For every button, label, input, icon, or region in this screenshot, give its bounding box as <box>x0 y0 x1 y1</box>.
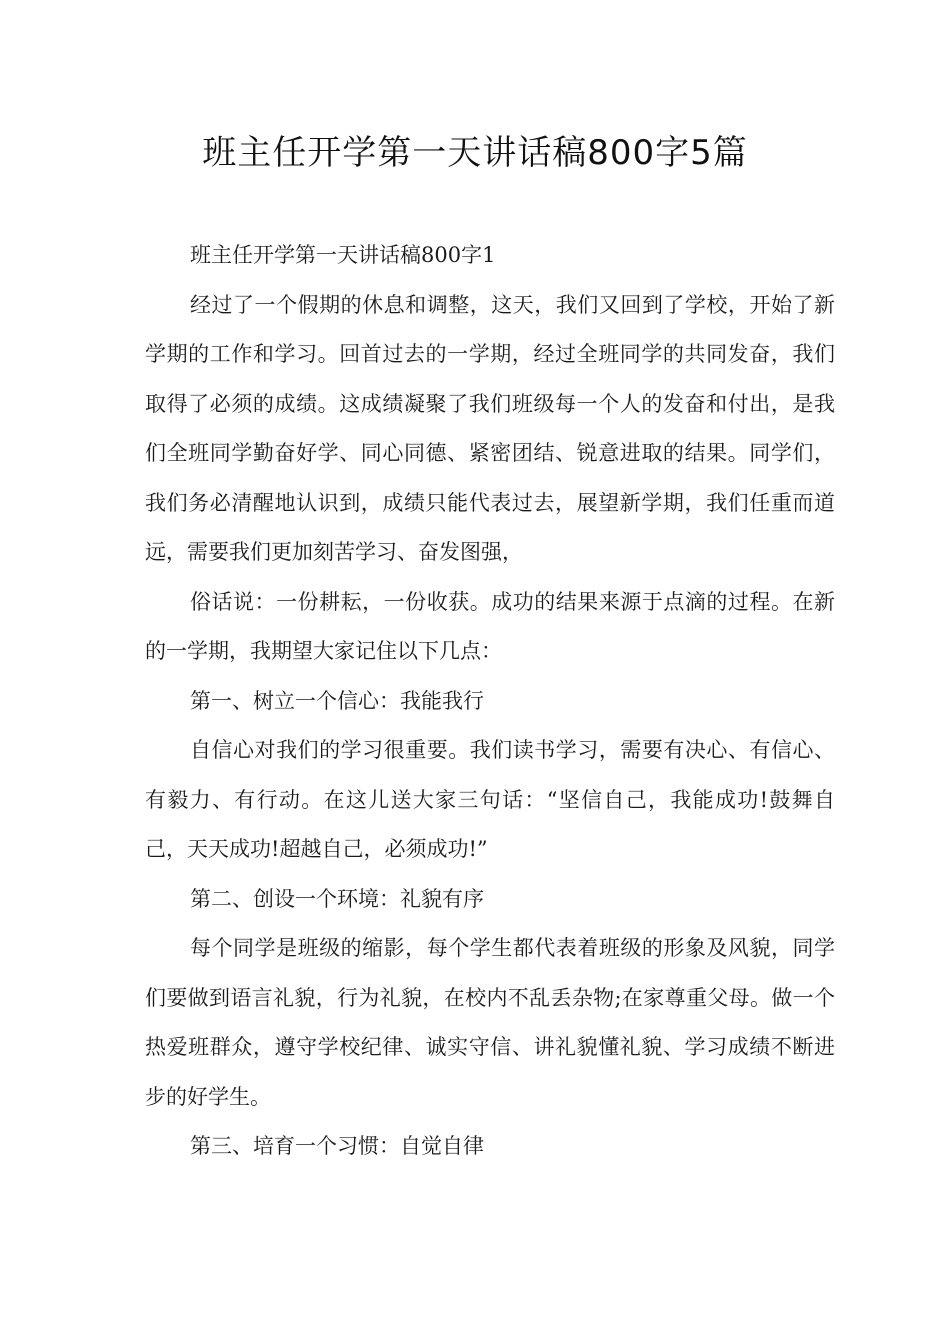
section-heading: 班主任开学第一天讲话稿800字1 <box>190 243 496 267</box>
document-body <box>145 231 835 1172</box>
body-paragraph: 每个同学是班级的缩影，每个学生都代表着班级的形象及风貌，同学们要做到语言礼貌，行为礼貌，在校内不乱丢杂物;在家尊重父母。做一个热爱班群众，遵守学校纪律、诚实守信、讲礼貌懂礼貌、学习成绩不断进步的好学生。 <box>145 936 835 1109</box>
point-heading: 第一、树立一个信心：我能我行 <box>190 688 484 713</box>
document-title: 班主任开学第一天讲话稿800字5篇 <box>202 133 748 173</box>
point-heading: 第三、培育一个习惯：自觉自律 <box>190 1134 484 1158</box>
body-paragraph: 自信心对我们的学习很重要。我们读书学习，需要有决心、有信心、有毅力、有行动。在这儿送大家三句话：“坚信自己，我能成功!鼓舞自己，天天成功!超越自己，必须成功!” <box>145 738 835 861</box>
point-heading: 第二、创设一个环境：礼貌有序 <box>190 886 484 911</box>
body-paragraph: 经过了一个假期的休息和调整，这天，我们又回到了学校，开始了新学期的工作和学习。回首过去的一学期，经过全班同学的共同发奋，我们取得了必须的成绩。这成绩凝聚了我们班级每一个人的发奋和付出，是我们全班同学勤奋好学、同心同德、紧密团结、锐意进取的结果。同学们，我们务必清醒地认识到，成绩只能代表过去，展望新学期，我们任重而道远，需要我们更加刻苦学习、奋发图强， <box>145 292 835 564</box>
body-paragraph: 俗话说：一份耕耘，一份收获。成功的结果来源于点滴的过程。在新的一学期，我期望大家记住以下几点： <box>145 589 835 663</box>
